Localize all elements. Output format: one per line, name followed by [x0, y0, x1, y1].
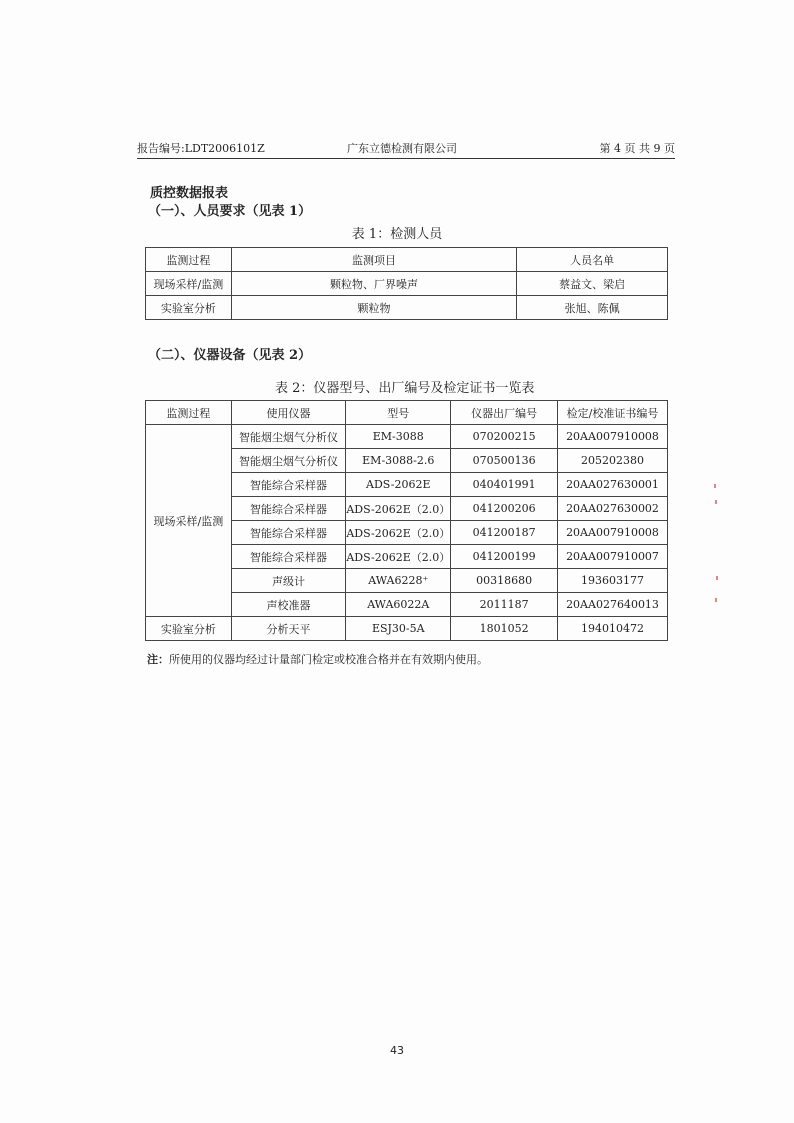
table-row: [146, 272, 668, 296]
table-cell: ADS-2062E（2.0）: [346, 521, 451, 545]
column-header: 使用仪器: [231, 401, 346, 425]
table-cell: 041200206: [451, 497, 558, 521]
table-note: [147, 651, 488, 667]
personnel-table: [145, 247, 668, 320]
table-cell: 智能烟尘烟气分析仪: [231, 449, 346, 473]
instrument-table: [145, 400, 668, 641]
section2-heading: （二）、仪器设备（见表 2）: [148, 348, 312, 363]
column-header: 监测过程: [146, 401, 232, 425]
table-cell: 2011187: [451, 593, 558, 617]
edge-stamp-mark: [715, 500, 717, 504]
table-cell: 00318680: [451, 569, 558, 593]
column-header: 型号: [346, 401, 451, 425]
table-cell: ADS-2062E: [346, 473, 451, 497]
table-cell: 颗粒物: [231, 296, 516, 320]
table-cell: 分析天平: [231, 617, 346, 641]
report-title: 质控数据报表: [150, 186, 229, 201]
table-row: [146, 617, 668, 641]
table-header-row: [146, 401, 668, 425]
table-cell: 20AA027630001: [558, 473, 668, 497]
edge-stamp-mark: [715, 598, 717, 602]
table-cell: ESJ30-5A: [346, 617, 451, 641]
table-cell: 194010472: [558, 617, 668, 641]
table-cell: 颗粒物、厂界噪声: [231, 272, 516, 296]
table-cell: 20AA027630002: [558, 497, 668, 521]
table-cell: 193603177: [558, 569, 668, 593]
table-cell: AWA6022A: [346, 593, 451, 617]
table-row: [146, 296, 668, 320]
table-cell: 20AA027640013: [558, 593, 668, 617]
table-cell: 20AA007910008: [558, 521, 668, 545]
table-cell: 实验室分析: [146, 296, 232, 320]
table-cell: 智能烟尘烟气分析仪: [231, 425, 346, 449]
table-cell: 20AA007910008: [558, 425, 668, 449]
table-cell: 声级计: [231, 569, 346, 593]
section1-heading: （一）、人员要求（见表 1）: [148, 204, 312, 219]
process-cell: 实验室分析: [146, 617, 232, 641]
column-header: 监测项目: [231, 248, 516, 272]
table-cell: 现场采样/监测: [146, 272, 232, 296]
edge-stamp-mark: [716, 576, 718, 580]
table-cell: 20AA007910007: [558, 545, 668, 569]
table-cell: 1801052: [451, 617, 558, 641]
table-cell: 智能综合采样器: [231, 545, 346, 569]
table-cell: 蔡益文、梁启: [517, 272, 668, 296]
table-cell: ADS-2062E（2.0）: [346, 545, 451, 569]
table-cell: ADS-2062E（2.0）: [346, 497, 451, 521]
table-header-row: [146, 248, 668, 272]
table-cell: EM-3088-2.6: [346, 449, 451, 473]
table-row: [146, 425, 668, 449]
table-cell: EM-3088: [346, 425, 451, 449]
table-cell: 040401991: [451, 473, 558, 497]
table-cell: 智能综合采样器: [231, 521, 346, 545]
page-header: [137, 140, 675, 159]
table-cell: 205202380: [558, 449, 668, 473]
column-header: 仪器出厂编号: [451, 401, 558, 425]
table-cell: 智能综合采样器: [231, 473, 346, 497]
page-info: 第 4 页 共 9 页: [599, 142, 675, 155]
company-name: 广东立德检测有限公司: [347, 142, 457, 155]
note-text: 所使用的仪器均经过计量部门检定或校准合格并在有效期内使用。: [169, 653, 488, 666]
table-cell: 张旭、陈佩: [517, 296, 668, 320]
page-number: 43: [390, 1044, 404, 1057]
table-cell: 070200215: [451, 425, 558, 449]
table-cell: 智能综合采样器: [231, 497, 346, 521]
column-header: 人员名单: [517, 248, 668, 272]
table1-caption: 表 1：检测人员: [351, 227, 443, 242]
table-cell: AWA6228⁺: [346, 569, 451, 593]
process-cell: 现场采样/监测: [146, 425, 232, 617]
column-header: 检定/校准证书编号: [558, 401, 668, 425]
table-cell: 041200187: [451, 521, 558, 545]
table-cell: 070500136: [451, 449, 558, 473]
table-cell: 声校准器: [231, 593, 346, 617]
edge-stamp-mark: [714, 484, 716, 488]
report-number: 报告编号:LDT2006101Z: [137, 142, 265, 155]
column-header: 监测过程: [146, 248, 232, 272]
note-label: 注：: [147, 653, 169, 666]
table2-caption: 表 2：仪器型号、出厂编号及检定证书一览表: [275, 381, 535, 396]
table-cell: 041200199: [451, 545, 558, 569]
